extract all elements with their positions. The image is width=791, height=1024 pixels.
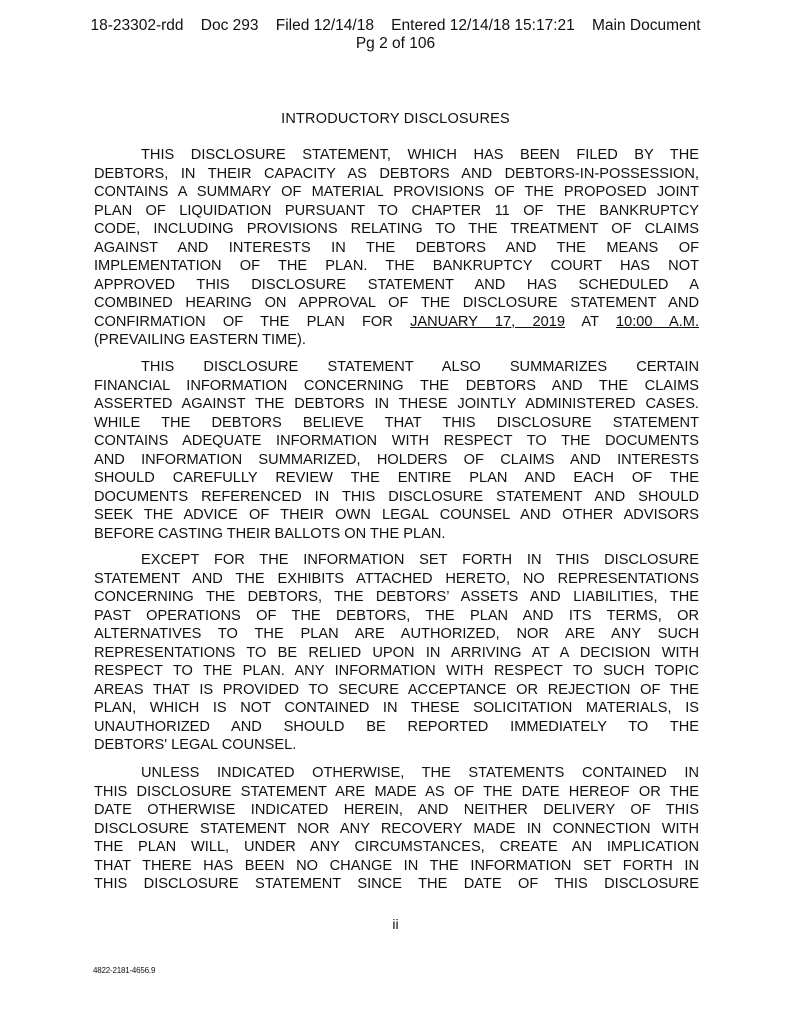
paragraph-3 <box>94 551 699 755</box>
paragraph-1 <box>94 146 699 350</box>
document-id-code: 4822-2181-4656.9 <box>93 966 156 975</box>
text-line: THIS DISCLOSURE STATEMENT, WHICH HAS BEEN FILED BY THE <box>141 147 699 163</box>
text-line: SEEK THE ADVICE OF THEIR OWN LEGAL COUNSEL AND OTHER ADVISORS <box>94 507 699 523</box>
hearing-text-prefix: CONFIRMATION OF THE PLAN FOR <box>94 313 411 330</box>
text-line: THIS DISCLOSURE STATEMENT ARE MADE AS OF THE DATE HEREOF OR THE <box>94 783 699 800</box>
text-line: DOCUMENTS REFERENCED IN THIS DISCLOSURE STATEMENT AND SHOULD <box>94 488 699 505</box>
page-of-total: Pg 2 of 106 <box>355 35 436 52</box>
text-line: ALTERNATIVES TO THE PLAN ARE AUTHORIZED, NOR ARE ANY SUCH <box>94 626 699 642</box>
text-line: PLAN, WHICH IS NOT CONTAINED IN THESE SOLICITATION MATERIALS, IS <box>94 700 699 716</box>
text-line: DEBTORS, IN THEIR CAPACITY AS DEBTORS AND DEBTORS-IN-POSSESSION, <box>94 165 699 182</box>
paragraph-2 <box>94 358 699 543</box>
text-line: COMBINED HEARING ON APPROVAL OF THE DISCLOSURE STATEMENT AND <box>94 295 699 311</box>
text-line: CODE, INCLUDING PROVISIONS RELATING TO THE TREATMENT OF CLAIMS <box>94 221 699 237</box>
text-line: STATEMENT AND THE EXHIBITS ATTACHED HERETO, NO REPRESENTATIONS <box>94 570 699 587</box>
hearing-time: 10:00 A.M. <box>616 313 700 330</box>
section-heading: INTRODUCTORY DISCLOSURES <box>281 111 510 127</box>
text-line: AREAS THAT IS PROVIDED TO SECURE ACCEPTANCE OR REJECTION OF THE <box>94 681 699 698</box>
text-line: CONCERNING THE DEBTORS, THE DEBTORS’ ASSETS AND LIABILITIES, THE <box>94 589 699 605</box>
text-line: WHILE THE DEBTORS BELIEVE THAT THIS DISCLOSURE STATEMENT <box>94 414 699 431</box>
filing-info-line: 18-23302-rdd Doc 293 Filed 12/14/18 Entered 12/14/18 15:17:21 Main Document <box>90 17 701 34</box>
text-line: UNAUTHORIZED AND SHOULD BE REPORTED IMMEDIATELY TO THE <box>94 718 699 735</box>
text-line: THE PLAN WILL, UNDER ANY CIRCUMSTANCES, CREATE AN IMPLICATION <box>94 839 699 855</box>
text-line: EXCEPT FOR THE INFORMATION SET FORTH IN THIS DISCLOSURE <box>141 552 699 568</box>
court-filing-header <box>0 17 791 53</box>
text-line: CONTAINS ADEQUATE INFORMATION WITH RESPECT TO THE DOCUMENTS <box>94 433 699 449</box>
text-line: (PREVAILING EASTERN TIME). <box>94 332 306 348</box>
text-line-hearing <box>94 313 699 332</box>
text-line: BEFORE CASTING THEIR BALLOTS ON THE PLAN. <box>94 525 446 542</box>
text-line: FINANCIAL INFORMATION CONCERNING THE DEBTORS AND THE CLAIMS <box>94 377 699 394</box>
text-line: THAT THERE HAS BEEN NO CHANGE IN THE INFORMATION SET FORTH IN <box>94 857 699 874</box>
text-line: AGAINST AND INTERESTS IN THE DEBTORS AND THE MEANS OF <box>94 239 699 256</box>
hearing-text-mid: AT <box>564 313 617 330</box>
text-line: DISCLOSURE STATEMENT NOR ANY RECOVERY MADE IN CONNECTION WITH <box>94 820 699 837</box>
text-line: ASSERTED AGAINST THE DEBTORS IN THESE JOINTLY ADMINISTERED CASES. <box>94 396 699 412</box>
text-line: PLAN OF LIQUIDATION PURSUANT TO CHAPTER 11 OF THE BANKRUPTCY <box>94 202 699 219</box>
text-line: THIS DISCLOSURE STATEMENT SINCE THE DATE OF THIS DISCLOSURE <box>94 876 699 892</box>
text-line: DEBTORS' LEGAL COUNSEL. <box>94 737 297 753</box>
text-line: REPRESENTATIONS TO BE RELIED UPON IN ARRIVING AT A DECISION WITH <box>94 644 699 661</box>
page-number: ii <box>392 916 399 932</box>
text-line: PAST OPERATIONS OF THE DEBTORS, THE PLAN AND ITS TERMS, OR <box>94 607 699 624</box>
text-line: IMPLEMENTATION OF THE PLAN. THE BANKRUPTCY COURT HAS NOT <box>94 258 699 274</box>
text-line: SHOULD CAREFULLY REVIEW THE ENTIRE PLAN AND EACH OF THE <box>94 470 699 486</box>
text-line: DATE OTHERWISE INDICATED HEREIN, AND NEITHER DELIVERY OF THIS <box>94 802 699 818</box>
text-line: CONTAINS A SUMMARY OF MATERIAL PROVISIONS OF THE PROPOSED JOINT <box>94 184 699 200</box>
text-line: UNLESS INDICATED OTHERWISE, THE STATEMENTS CONTAINED IN <box>141 765 699 781</box>
text-line: APPROVED THIS DISCLOSURE STATEMENT AND HAS SCHEDULED A <box>94 276 699 293</box>
text-line: THIS DISCLOSURE STATEMENT ALSO SUMMARIZES CERTAIN <box>141 359 699 375</box>
text-line: AND INFORMATION SUMMARIZED, HOLDERS OF CLAIMS AND INTERESTS <box>94 451 699 468</box>
hearing-date: JANUARY 17, 2019 <box>410 313 565 330</box>
text-line: RESPECT TO THE PLAN. ANY INFORMATION WITH RESPECT TO SUCH TOPIC <box>94 663 699 679</box>
paragraph-4 <box>94 764 699 894</box>
